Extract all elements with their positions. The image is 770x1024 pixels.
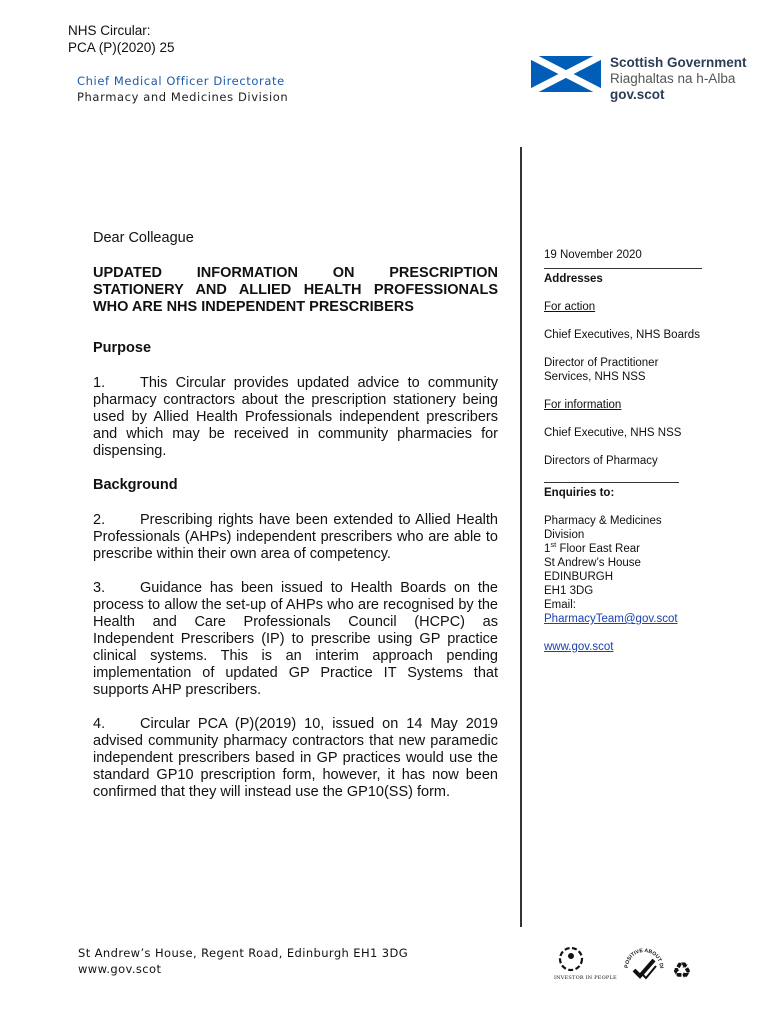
paragraph-text: This Circular provides updated advice to community pharmacy contractors about the prescription stationery being used by Allied Health Professionals independent prescribers and which may be received in community pharmacies for dispensing. [93, 375, 498, 459]
letter-date: 19 November 2020 [544, 249, 642, 261]
sidebar [544, 248, 744, 668]
paragraph-text: Guidance has been issued to Health Boards on the process to allow the set-up of AHPs who are recognised by the Health and Care Professionals Council (HCPC) as Independent Prescribers (IP) to prescribe using GP practice clinical systems. This is an interim approach pending implementation of updated GP Practice IT Systems that supports AHP prescribers. [93, 580, 498, 698]
paragraph-4 [93, 716, 498, 801]
enquiries-address: Pharmacy & Medicines Division 1st Floor East Rear St Andrew’s House EDINBURGH EH1 3DG Email: PharmacyTeam@gov.scot [544, 514, 744, 626]
recipient-action-1: Chief Executives, NHS Boards [544, 329, 700, 341]
footer-street: St Andrew’s House, Regent Road, Edinburgh EH1 3DG [78, 946, 409, 960]
letter-subject [93, 265, 498, 316]
logo-line-gaelic: Riaghaltas na h-Alba [610, 71, 736, 86]
scottish-government-logo [610, 55, 747, 103]
paragraph-number: 2. [93, 512, 106, 528]
email-link[interactable]: PharmacyTeam@gov.scot [544, 613, 678, 625]
svg-text:POSITIVE ABOUT DISABLED PEOPLE [622, 944, 664, 969]
paragraph-number: 4. [93, 716, 106, 732]
subject-word: INFORMATION [196, 265, 298, 281]
paragraph-1 [93, 375, 498, 460]
disability-symbol-text: POSITIVE ABOUT DI [623, 947, 665, 969]
paragraph-number: 1. [93, 375, 106, 391]
purpose-heading: Purpose [93, 340, 152, 356]
saltire-flag-icon [531, 56, 601, 97]
circular-label: NHS Circular: [68, 23, 151, 38]
circular-reference [68, 22, 175, 56]
paragraph-text: Circular PCA (P)(2019) 10, issued on 14 May 2019 advised community pharmacy contractors that new paramedic independent prescribers based in GP practices would use the standard GP10 prescription form, however, it has now been confirmed that they will instead use the GP10(SS) form. [93, 716, 498, 800]
addresses-heading: Addresses [544, 273, 603, 285]
circular-number: PCA (P)(2020) 25 [68, 40, 175, 55]
logo-line-english: Scottish Government [610, 55, 747, 70]
footer-address [78, 945, 408, 977]
division-name: Pharmacy and Medicines Division [77, 90, 289, 104]
paragraph-3 [93, 580, 498, 699]
paragraph-2 [93, 512, 498, 563]
website-link[interactable]: www.gov.scot [544, 641, 614, 653]
recycle-icon: ♻ [672, 958, 692, 983]
vertical-divider [520, 147, 522, 927]
letter-body [93, 230, 498, 818]
directorate-name: Chief Medical Officer Directorate [77, 74, 285, 88]
footer-website: www.gov.scot [78, 962, 162, 976]
sidebar-rule [544, 482, 679, 483]
subject-rest: STATIONERY AND ALLIED HEALTH PROFESSIONALS WHO ARE NHS INDEPENDENT PRESCRIBERS [93, 282, 498, 315]
recipient-info-2: Directors of Pharmacy [544, 455, 658, 467]
sidebar-rule [544, 268, 702, 269]
logo-line-web: gov.scot [610, 87, 665, 102]
subject-first-line [93, 265, 498, 282]
salutation: Dear Colleague [93, 230, 194, 246]
floor-line: 1st Floor East Rear [544, 540, 640, 555]
disability-symbol-badge [622, 944, 666, 991]
enquiries-heading: Enquiries to: [544, 487, 615, 499]
disability-tick-icon [622, 944, 666, 986]
recipient-action-2: Director of Practitioner Services, NHS NSS [544, 357, 659, 383]
background-heading: Background [93, 477, 178, 493]
paragraph-text: Prescribing rights have been extended to Allied Health Professionals (AHPs) independent prescribers who are able to prescribe within their own area of competency. [93, 512, 498, 562]
for-information-label: For information [544, 399, 622, 411]
subject-word: PRESCRIPTION [389, 265, 498, 281]
paragraph-number: 3. [93, 580, 106, 596]
investors-in-people-caption: INVESTOR IN PEOPLE [554, 975, 617, 981]
investors-in-people-badge [554, 944, 617, 981]
directorate-block [77, 73, 288, 105]
recipient-info-1: Chief Executive, NHS NSS [544, 427, 682, 439]
subject-word: ON [332, 265, 355, 281]
investors-in-people-icon [556, 944, 586, 974]
subject-word: UPDATED [93, 265, 163, 281]
for-action-label: For action [544, 301, 596, 313]
